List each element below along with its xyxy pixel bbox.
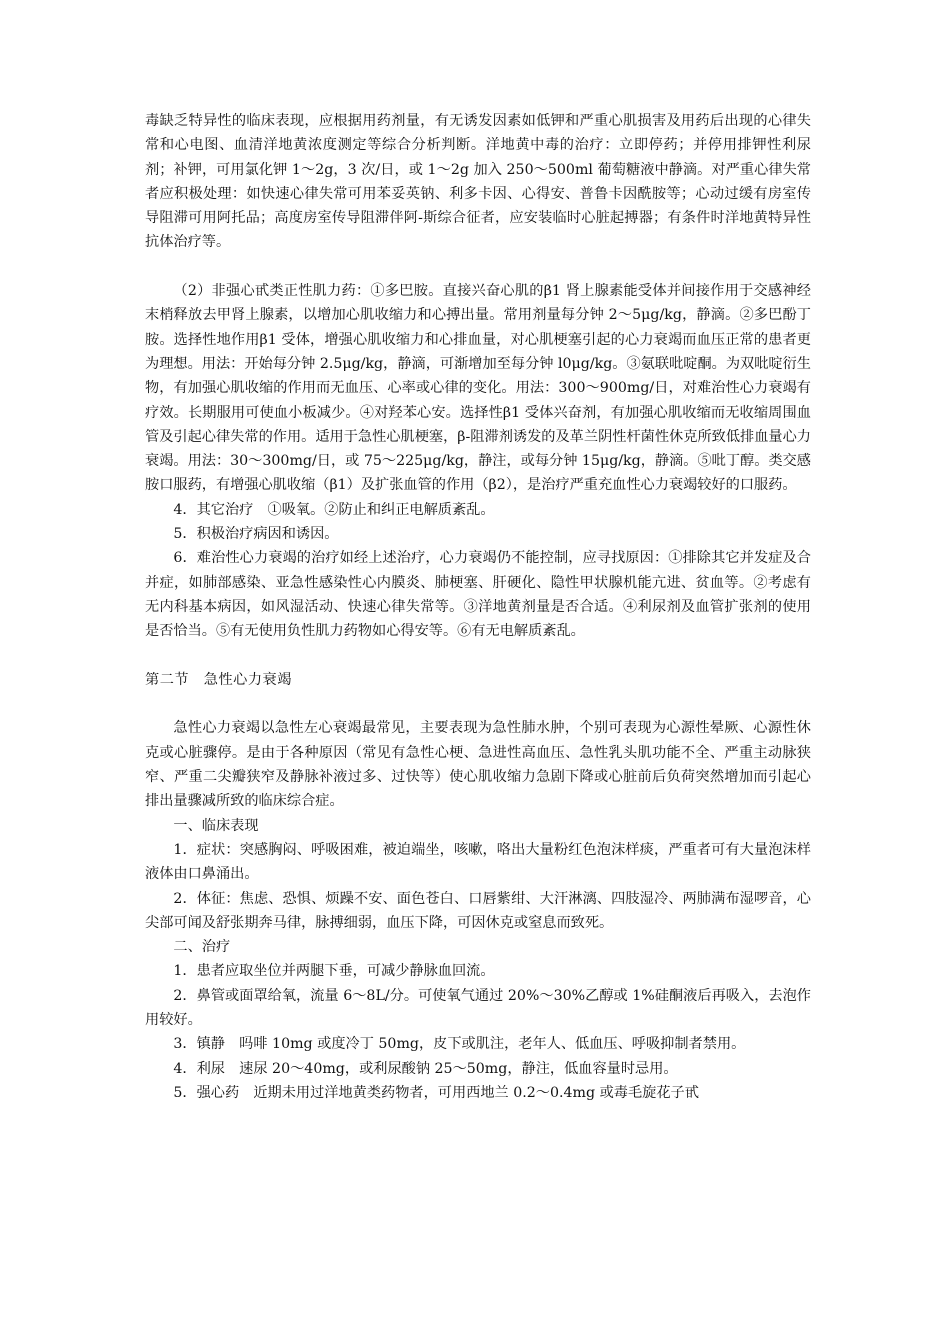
paragraph-etiology-treatment: 5．积极治疗病因和诱因。 — [173, 526, 339, 543]
subheading-clinical-manifestations: 一、临床表现 — [173, 817, 259, 834]
paragraph-treatment-sedation: 3．镇静 吗啡 10mg 或度冷丁 50mg，皮下或肌注，老年人、低血压、呼吸抑制者禁用。 — [173, 1036, 746, 1053]
paragraph-acute-heart-failure-intro: 急性心力衰竭以急性左心衰竭最常见，主要表现为急性肺水肿，个别可表现为心源性晕厥、心源性休克或心脏骤停。是由于各种原因（常见有急性心梗、急进性高血压、急性乳头肌功能不全、严重主动脉狭窄、严重二尖瓣狭窄及静脉补液过多、过快等）使心肌收缩力急剧下降或心脏前后负荷突然增加而引起心排出量骤减所致的临床综合症。 — [145, 720, 811, 810]
paragraph-signs: 2．体征：焦虑、恐惧、烦躁不安、面色苍白、口唇紫绀、大汗淋漓、四肢湿冷、两肺满布湿啰音，心尖部可闻及舒张期奔马律，脉搏细弱，血压下降，可因休克或窒息而致死。 — [145, 890, 811, 931]
subheading-treatment: 二、治疗 — [173, 939, 231, 956]
paragraph-non-glycoside-inotropes: （2）非强心甙类正性肌力药：①多巴胺。直接兴奋心肌的β1 肾上腺素能受体并间接作用于交感神经末梢释放去甲肾上腺素，以增加心肌收缩力和心搏出量。常用剂量每分钟 2～5μg/kg，静滴。②多巴酚丁胺。选择性地作用β1 受体，增强心肌收缩力和心排血量，对心肌梗塞引起的心力衰竭而血压正常的患者更为理想。用法：开始每分钟 2.5μg/kg，静滴，可渐增加至每分钟 l0μg/kg。③氨联吡啶酮。为双吡啶衍生物，有加强心肌收缩的作用而无血压、心率或心律的变化。用法：300～900mg/日，对难治性心力衰竭有疗效。长期服用可使血小板减少。④对羟苯心安。选择性β1 受体兴奋剂，有加强心肌收缩而无收缩周围血管及引起心律失常的作用。适用于急性心肌梗塞，β-阻滞剂诱发的及革兰阴性杆菌性休克所致低排血量心力衰竭。用法：30～300mg/日，或 75～225μg/kg，静注，或每分钟 15μg/kg，静滴。⑤吡丁醇。类交感胺口服药，有增强心肌收缩（β1）及扩张血管的作用（β2），是治疗严重充血性心力衰竭较好的口服药。 — [145, 283, 811, 494]
paragraph-other-treatment: 4．其它治疗 ①吸氧。②防止和纠正电解质紊乱。 — [173, 501, 495, 518]
paragraph-spacer — [145, 692, 811, 716]
paragraph-symptoms: 1．症状：突感胸闷、呼吸困难，被迫端坐，咳嗽，咯出大量粉红色泡沫样痰，严重者可有大量泡沫样液体由口鼻涌出。 — [145, 841, 811, 883]
paragraph-refractory-heart-failure: 6．难治性心力衰竭的治疗如经上述治疗，心力衰竭仍不能控制，应寻找原因：①排除其它并发症及合并症，如肺部感染、亚急性感染性心内膜炎、肺梗塞、肝硬化、隐性甲状腺机能亢进、贫血等。②考虑有无内科基本病因，如风湿活动、快速心律失常等。③洋地黄剂量是否合适。④利尿剂及血管扩张剂的使用是否恰当。⑤有无使用负性肌力药物如心得安等。⑥有无电解质紊乱。 — [145, 550, 811, 640]
paragraph-spacer — [145, 255, 811, 279]
paragraph-treatment-position: 1．患者应取坐位并两腿下垂，可减少静脉血回流。 — [173, 963, 495, 980]
section-heading: 第二节 急性心力衰竭 — [145, 671, 292, 688]
paragraph-spacer — [145, 644, 811, 668]
paragraph-treatment-oxygen: 2．鼻管或面罩给氧，流量 6～8L/分。可使氧气通过 20%～30%乙醇或 1%硅酮液后再吸入，去泡作用较好。 — [145, 987, 811, 1028]
paragraph-digitalis-toxicity: 毒缺乏特异性的临床表现，应根据用药剂量，有无诱发因素如低钾和严重心肌损害及用药后出现的心律失常和心电图、血清洋地黄浓度测定等综合分析判断。洋地黄中毒的治疗：立即停药；并停用排钾性利尿剂；补钾，可用氯化钾 1～2g，3 次/日，或 1～2g 加入 250～500ml 葡萄糖液中静滴。对严重心律失常者应积极处理：如快速心律失常可用苯妥英钠、利多卡因、心得安、普鲁卡因酰胺等；心动过缓有房室传导阻滞可用阿托品；高度房室传导阻滞伴阿-斯综合征者，应安装临时心脏起搏器；有条件时洋地黄特异性抗体治疗等。 — [145, 113, 811, 251]
document-page — [145, 109, 811, 1105]
paragraph-treatment-cardiotonic: 5．强心药 近期未用过洋地黄类药物者，可用西地兰 0.2～0.4mg 或毒毛旋花子甙 — [173, 1084, 699, 1101]
paragraph-treatment-diuresis: 4．利尿 速尿 20～40mg，或利尿酸钠 25～50mg，静注，低血容量时忌用。 — [173, 1060, 678, 1077]
